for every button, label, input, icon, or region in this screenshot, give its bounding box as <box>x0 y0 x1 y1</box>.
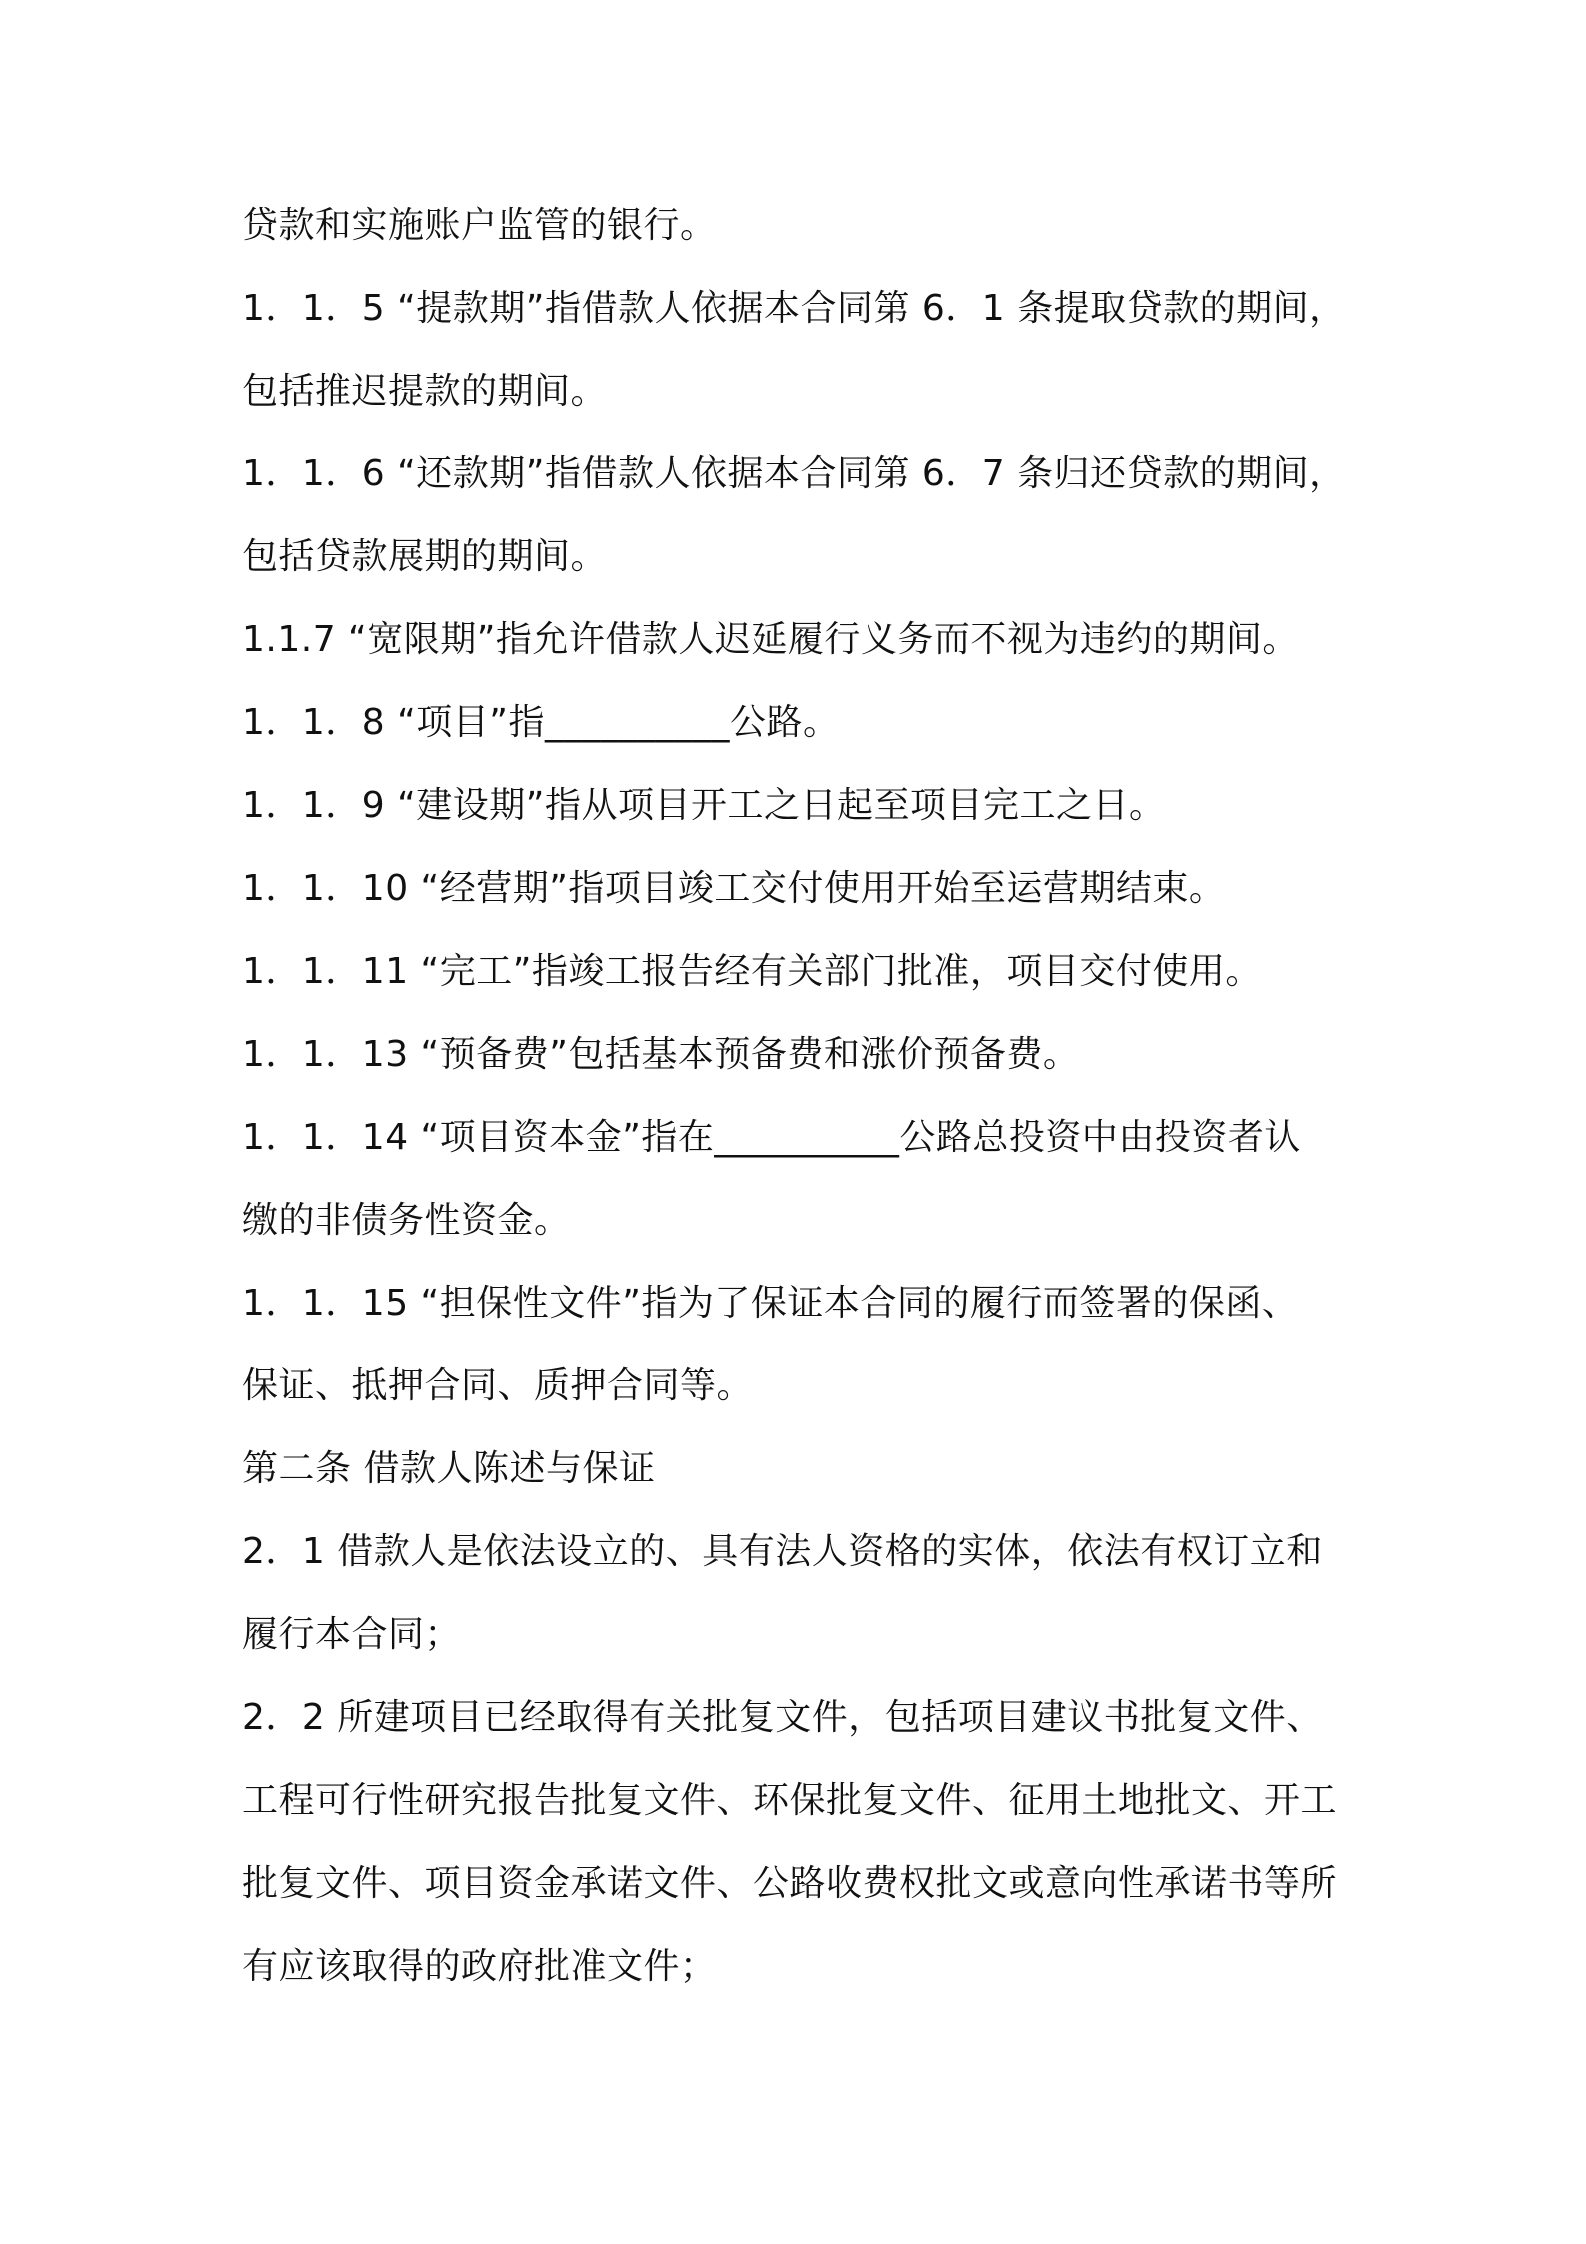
text-line-7: 1．1．8 “项目”指__________公路。 <box>242 702 840 743</box>
text-line-18: 履行本合同； <box>242 1614 462 1655</box>
text-line-15: 保证、抵押合同、质押合同等。 <box>242 1365 754 1406</box>
text-line-6: 1.1.7 “宽限期”指允许借款人迟延履行义务而不视为违约的期间。 <box>242 619 1299 660</box>
text-line-21: 批复文件、项目资金承诺文件、公路收费权批文或意向性承诺书等所 <box>242 1863 1338 1904</box>
text-line-20: 工程可行性研究报告批复文件、环保批复文件、征用土地批文、开工 <box>242 1780 1338 1821</box>
text-line-14: 1．1．15 “担保性文件”指为了保证本合同的履行而签署的保函、 <box>242 1283 1299 1324</box>
text-line-19: 2．2 所建项目已经取得有关批复文件，包括项目建议书批复文件、 <box>242 1697 1323 1738</box>
text-line-12: 1．1．14 “项目资本金”指在__________公路总投资中由投资者认 <box>242 1117 1301 1158</box>
text-line-9: 1．1．10 “经营期”指项目竣工交付使用开始至运营期结束。 <box>242 868 1226 909</box>
text-line-13: 缴的非债务性资金。 <box>242 1200 571 1241</box>
text-line-5: 包括贷款展期的期间。 <box>242 536 608 577</box>
text-line-1: 贷款和实施账户监管的银行。 <box>242 205 717 246</box>
text-line-8: 1．1．9 “建设期”指从项目开工之日起至项目完工之日。 <box>242 785 1166 826</box>
text-line-4: 1．1．6 “还款期”指借款人依据本合同第 6．7 条归还贷款的期间， <box>242 453 1346 494</box>
text-line-3: 包括推迟提款的期间。 <box>242 371 608 412</box>
text-line-11: 1．1．13 “预备费”包括基本预备费和涨价预备费。 <box>242 1034 1080 1075</box>
section-heading: 第二条 借款人陈述与保证 <box>242 1448 656 1489</box>
text-line-22: 有应该取得的政府批准文件； <box>242 1946 717 1987</box>
text-line-2: 1．1．5 “提款期”指借款人依据本合同第 6．1 条提取贷款的期间， <box>242 288 1346 329</box>
text-line-10: 1．1．11 “完工”指竣工报告经有关部门批准，项目交付使用。 <box>242 951 1262 992</box>
text-line-17: 2．1 借款人是依法设立的、具有法人资格的实体，依法有权订立和 <box>242 1531 1323 1572</box>
